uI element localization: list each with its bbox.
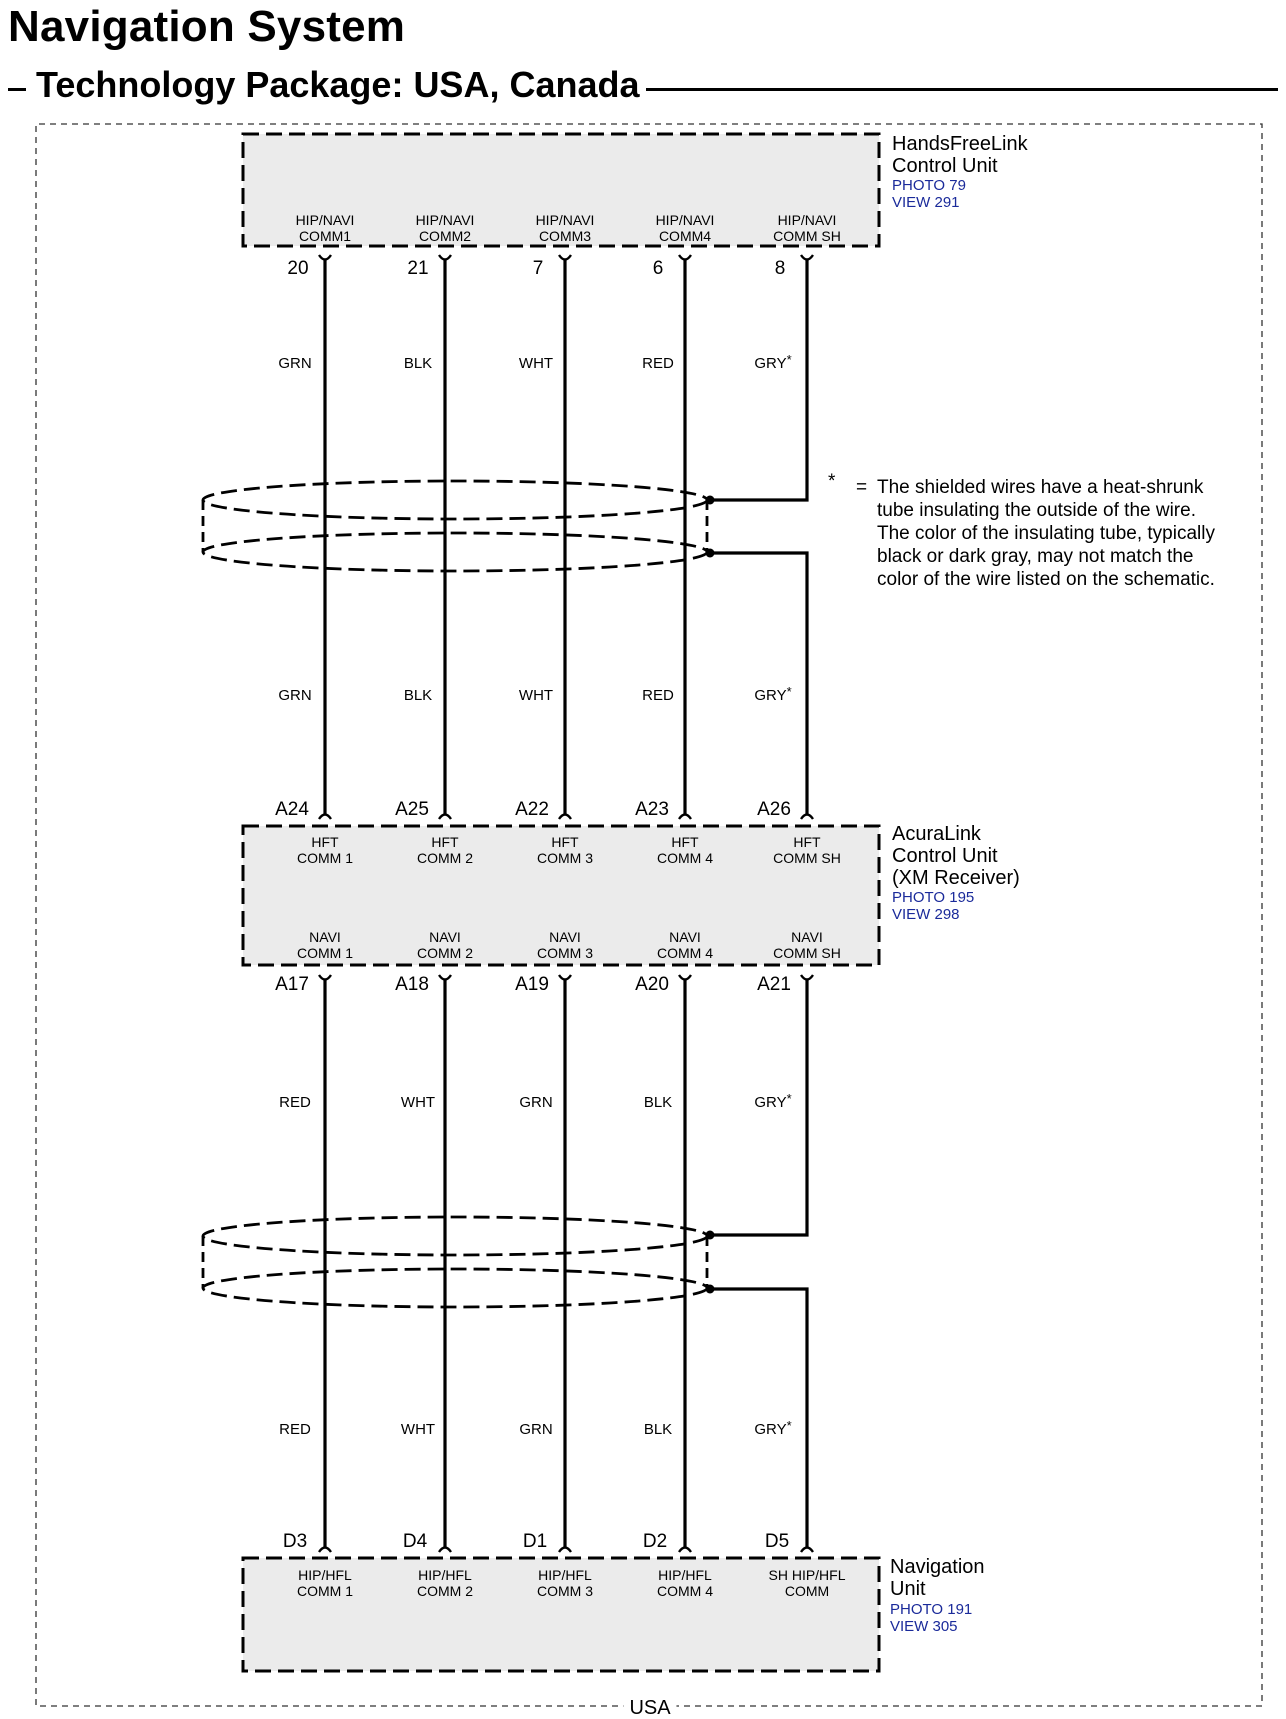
navi-terminal-5-line2: COMM	[784, 1583, 830, 1599]
hfl-connector-2	[439, 255, 451, 260]
hfl-pin-2: 21	[407, 258, 429, 279]
acuralink-name-1: AcuraLink	[892, 823, 981, 845]
acura-top-terminal-3-line2: COMM 3	[537, 850, 593, 866]
navi-view-link[interactable]: VIEW 305	[890, 1618, 958, 1635]
acura-bottom-pin-5: A21	[757, 974, 791, 995]
wire-color-text: GRN	[519, 1421, 553, 1438]
wire-color-text: RED	[279, 1421, 311, 1438]
acura-top-connector-2	[439, 815, 451, 820]
page-subtitle: Technology Package: USA, Canada	[36, 64, 640, 105]
hfl-terminal-3-line1: HIP/NAVI	[535, 212, 595, 228]
acura-bottom-pin-2: A18	[395, 974, 429, 995]
acura-top-terminal-1-line2: COMM 1	[297, 850, 353, 866]
wire-color-upper-3-1	[519, 356, 553, 371]
hfl-pin-5: 8	[774, 258, 786, 279]
navi-name-2: Unit	[890, 1578, 926, 1600]
hfl-pin-1: 20	[287, 258, 309, 279]
shield-wire-hfl	[712, 260, 807, 500]
navi-pin-4: D2	[642, 1531, 668, 1552]
navi-terminal-5-line1: SH HIP/HFL	[768, 1567, 846, 1583]
acura-bottom-terminal-5-line1: NAVI	[791, 929, 823, 945]
navi-terminal-4-line2: COMM 4	[657, 1583, 713, 1599]
hfl-name-1: HandsFreeLink	[892, 133, 1028, 155]
hfl-pin-4: 6	[652, 258, 664, 279]
acura-top-terminal-4-line2: COMM 4	[657, 850, 713, 866]
acura-top-terminal-3-line1: HFT	[551, 834, 579, 850]
shield-asterisk: *	[786, 1418, 792, 1433]
wire-color-lower-4-3	[644, 1095, 672, 1110]
wire-color-text: BLK	[403, 355, 433, 372]
hfl-connector-5	[801, 255, 813, 260]
wire-color-text: GRN	[519, 1094, 553, 1111]
hfl-pin-3: 7	[532, 258, 544, 279]
navi-pin-1: D3	[282, 1531, 308, 1552]
acura-bottom-connector-4	[679, 975, 691, 980]
wire-color-text: BLK	[643, 1421, 673, 1438]
hfl-connector-3	[559, 255, 571, 260]
acura-bottom-connector-2	[439, 975, 451, 980]
acura-bottom-pin-1: A17	[275, 974, 309, 995]
shield-dot-bottom-2	[706, 1285, 715, 1294]
wire-color-upper-2-2	[404, 688, 432, 703]
navi-terminal-1-line1: HIP/HFL	[298, 1567, 352, 1583]
shield-asterisk: *	[786, 1091, 792, 1106]
acura-bottom-connector-5	[801, 975, 813, 980]
wire-color-upper-3-2	[519, 688, 553, 703]
acura-top-terminal-1-line1: HFT	[311, 834, 339, 850]
acura-top-terminal-2-line2: COMM 2	[417, 850, 473, 866]
wire-color-lower-3-3	[519, 1095, 552, 1110]
navi-terminal-3-line1: HIP/HFL	[538, 1567, 592, 1583]
navi-pin-2: D4	[402, 1531, 428, 1552]
navi-connector-3	[559, 1548, 571, 1553]
wire-color-lower-2-3	[401, 1095, 435, 1110]
navi-terminal-1-line2: COMM 1	[297, 1583, 353, 1599]
shield-bottom-ellipse-1	[203, 533, 707, 571]
note-line-2: tube insulating the outside of the wire.	[877, 500, 1196, 521]
hfl-terminal-1-line1: HIP/NAVI	[295, 212, 355, 228]
acura-top-connector-1	[319, 815, 331, 820]
navi-terminal-2-line2: COMM 2	[417, 1583, 473, 1599]
acura-top-connector-4	[679, 815, 691, 820]
hfl-photo-link[interactable]: PHOTO 79	[892, 177, 966, 194]
acuralink-name-3: (XM Receiver)	[892, 867, 1020, 889]
navi-terminal-4-line1: HIP/HFL	[658, 1567, 712, 1583]
hfl-terminal-5-line1: HIP/NAVI	[777, 212, 837, 228]
acuralink-photo-link[interactable]: PHOTO 195	[892, 889, 975, 906]
acura-bottom-pin-4: A20	[635, 974, 669, 995]
shield-bottom-ellipse-2	[203, 1269, 707, 1307]
wire-color-text: GRY	[754, 687, 787, 704]
wire-color-lower-3-4	[519, 1422, 552, 1437]
wire-color-text: GRY	[754, 1421, 787, 1438]
shield-asterisk: *	[786, 684, 792, 699]
acura-bottom-terminal-5-line2: COMM SH	[773, 945, 841, 961]
shield-top-ellipse-1	[203, 481, 707, 519]
acura-top-terminal-4-line1: HFT	[671, 834, 699, 850]
wire-color-lower-5-3	[754, 1091, 792, 1111]
navi-photo-link[interactable]: PHOTO 191	[890, 1601, 973, 1618]
wire-color-lower-1-4	[279, 1422, 311, 1437]
wire-color-upper-5-1	[754, 352, 792, 372]
shield-dot-top-1	[706, 496, 715, 505]
acura-bottom-connector-3	[559, 975, 571, 980]
wire-color-text: BLK	[643, 1094, 673, 1111]
note-asterisk: *	[828, 471, 836, 492]
note-line-1: The shielded wires have a heat-shrunk	[877, 477, 1204, 498]
wire-color-upper-2-1	[404, 356, 432, 371]
wire-color-text: RED	[642, 355, 674, 372]
wire-color-text: WHT	[518, 355, 554, 372]
wire-color-upper-4-2	[642, 688, 674, 703]
shield-wire-acura-top	[712, 553, 807, 815]
acura-top-terminal-5-line2: COMM SH	[773, 850, 841, 866]
navi-connector-5	[801, 1548, 813, 1553]
acura-top-connector-5	[801, 815, 813, 820]
acura-top-pin-3: A22	[515, 799, 549, 820]
wire-color-upper-4-1	[642, 356, 674, 371]
acura-top-pin-5: A26	[757, 799, 791, 820]
acura-top-terminal-2-line1: HFT	[431, 834, 459, 850]
acura-top-pin-4: A23	[635, 799, 669, 820]
wire-color-text: GRN	[278, 687, 312, 704]
hfl-connector-1	[319, 255, 331, 260]
note-line-4: black or dark gray, may not match the	[877, 546, 1194, 567]
acura-bottom-terminal-2-line2: COMM 2	[417, 945, 473, 961]
hfl-terminal-2-line1: HIP/NAVI	[415, 212, 475, 228]
page-title: Navigation System	[8, 2, 406, 51]
navi-connector-4	[679, 1548, 691, 1553]
hfl-view-link[interactable]: VIEW 291	[892, 194, 960, 211]
wire-color-lower-4-4	[644, 1422, 672, 1437]
navi-terminal-3-line2: COMM 3	[537, 1583, 593, 1599]
navi-name-1: Navigation	[890, 1556, 985, 1578]
navi-terminal-2-line1: HIP/HFL	[418, 1567, 472, 1583]
acura-bottom-terminal-3-line2: COMM 3	[537, 945, 593, 961]
acuralink-view-link[interactable]: VIEW 298	[892, 906, 960, 923]
wire-color-text: WHT	[518, 687, 554, 704]
wire-color-text: GRN	[278, 355, 312, 372]
acura-bottom-terminal-2-line1: NAVI	[429, 929, 461, 945]
wire-color-text: RED	[279, 1094, 311, 1111]
hfl-terminal-2-line2: COMM2	[418, 228, 472, 244]
hfl-terminal-4-line1: HIP/NAVI	[655, 212, 715, 228]
acura-bottom-terminal-1-line2: COMM 1	[297, 945, 353, 961]
shield-top-ellipse-2	[203, 1217, 707, 1255]
note-line-3: The color of the insulating tube, typically	[877, 523, 1215, 544]
wire-color-text: WHT	[400, 1094, 436, 1111]
wire-color-text: GRY	[754, 1094, 787, 1111]
hfl-terminal-5-line2: COMM SH	[773, 228, 841, 244]
shield-wire-navi	[712, 1289, 807, 1548]
wire-color-lower-2-4	[401, 1422, 435, 1437]
acura-bottom-connector-1	[319, 975, 331, 980]
note-line-5: color of the wire listed on the schematic.	[877, 569, 1215, 590]
wire-color-upper-1-1	[278, 356, 311, 371]
acura-top-pin-1: A24	[275, 799, 309, 820]
wire-color-upper-5-2	[754, 684, 792, 704]
shield-dot-bottom-1	[706, 549, 715, 558]
wire-color-text: GRY	[754, 355, 787, 372]
acura-bottom-pin-3: A19	[515, 974, 549, 995]
wire-color-text: BLK	[403, 687, 433, 704]
hfl-terminal-1-line2: COMM1	[298, 228, 352, 244]
acura-bottom-terminal-3-line1: NAVI	[549, 929, 581, 945]
hfl-name-2: Control Unit	[892, 155, 998, 177]
hfl-terminal-4-line2: COMM4	[658, 228, 712, 244]
navi-connector-1	[319, 1548, 331, 1553]
wire-color-text: WHT	[400, 1421, 436, 1438]
acuralink-name-2: Control Unit	[892, 845, 998, 867]
wire-color-text: RED	[642, 687, 674, 704]
navi-pin-5: D5	[764, 1531, 790, 1552]
navi-connector-2	[439, 1548, 451, 1553]
region-label: USA	[623, 1698, 676, 1718]
acura-top-terminal-5-line1: HFT	[793, 834, 821, 850]
hfl-terminal-3-line2: COMM3	[538, 228, 592, 244]
acura-bottom-terminal-1-line1: NAVI	[309, 929, 341, 945]
shield-dot-top-2	[706, 1231, 715, 1240]
acura-bottom-terminal-4-line1: NAVI	[669, 929, 701, 945]
wire-color-upper-1-2	[278, 688, 311, 703]
wire-color-lower-1-3	[279, 1095, 311, 1110]
note-equals: =	[856, 477, 868, 498]
navi-pin-3: D1	[522, 1531, 548, 1552]
wire-color-lower-5-4	[754, 1418, 792, 1438]
acura-top-connector-3	[559, 815, 571, 820]
acura-top-pin-2: A25	[395, 799, 429, 820]
acura-bottom-terminal-4-line2: COMM 4	[657, 945, 713, 961]
hfl-connector-4	[679, 255, 691, 260]
shield-asterisk: *	[786, 352, 792, 367]
